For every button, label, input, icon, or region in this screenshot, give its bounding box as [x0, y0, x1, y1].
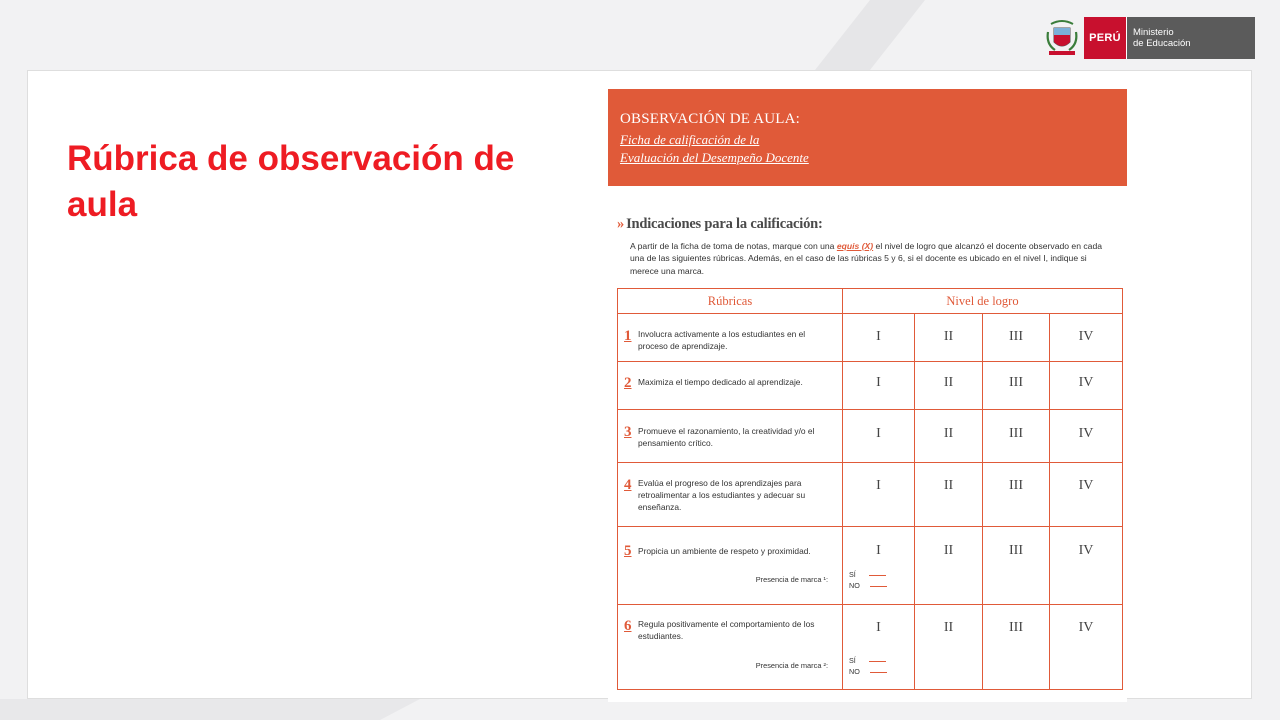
document-header-subtitle — [620, 131, 809, 167]
level-cell[interactable] — [1050, 605, 1123, 690]
indications-text-after: el nivel de logro que alcanzó el docente observado en cada una de las siguientes rúbricas. Además, en el caso de las rúbricas 5 y 6, si el docente es ubicado en el nivel I, indique si merece una marca. — [630, 241, 1103, 276]
presence-mark-label: Presencia de marca ²: — [755, 661, 828, 670]
rubric-text: Involucra activamente a los estudiantes en el proceso de aprendizaje. — [638, 329, 806, 351]
level-cell[interactable] — [1050, 463, 1123, 527]
level-label: I — [876, 620, 881, 635]
level-label: IV — [1078, 543, 1094, 558]
level-cell[interactable] — [843, 362, 915, 410]
table-row — [618, 605, 1123, 690]
level-cell[interactable] — [983, 314, 1050, 362]
rubric-text: Maximiza el tiempo dedicado al aprendizaje. — [638, 377, 803, 387]
peru-logo-box — [1084, 17, 1126, 59]
level-label: IV — [1078, 478, 1094, 493]
level-label: II — [943, 620, 954, 635]
level-label: IV — [1078, 329, 1094, 344]
level-label: III — [1009, 426, 1023, 441]
table-row — [618, 463, 1123, 527]
presence-mark-label: Presencia de marca ¹: — [755, 575, 828, 584]
peru-logo-text: PERÚ — [1089, 32, 1121, 44]
indications-marker: » — [617, 216, 625, 232]
table-row — [618, 314, 1123, 362]
indications-paragraph — [630, 240, 1115, 277]
rubric-number: 3 — [624, 424, 632, 440]
table-row — [618, 410, 1123, 463]
ministry-name-box — [1126, 17, 1255, 59]
level-label: I — [876, 426, 881, 441]
si-option[interactable] — [849, 569, 887, 580]
level-cell[interactable] — [1050, 410, 1123, 463]
level-cell[interactable] — [983, 463, 1050, 527]
ministry-name-line1: Ministerio — [1133, 27, 1174, 38]
level-label: III — [1009, 543, 1023, 558]
level-label: II — [943, 375, 954, 390]
no-blank-line — [870, 586, 887, 587]
si-no-options — [849, 569, 887, 591]
level-cell[interactable] — [1050, 527, 1123, 605]
ministry-name-line2: de Educación — [1133, 38, 1191, 49]
rubric-number: 1 — [624, 328, 632, 344]
table-row — [618, 362, 1123, 410]
level-cell[interactable] — [843, 314, 915, 362]
level-label: II — [943, 426, 954, 441]
level-cell[interactable] — [983, 410, 1050, 463]
rubric-number: 2 — [624, 375, 632, 391]
no-option[interactable] — [849, 580, 887, 591]
level-label: IV — [1078, 375, 1094, 390]
document-subtitle-line2: Evaluación del Desempeño Docente — [620, 150, 809, 165]
level-label: II — [943, 478, 954, 493]
si-blank-line — [869, 661, 886, 662]
rubric-cell — [618, 362, 843, 410]
level-cell[interactable] — [1050, 362, 1123, 410]
indications-highlight: equis (X) — [836, 241, 874, 251]
level-label: III — [1009, 375, 1023, 390]
header-rubricas: Rúbricas — [618, 289, 843, 314]
level-cell[interactable] — [843, 463, 915, 527]
rubric-text: Propicia un ambiente de respeto y proximidad. — [638, 546, 811, 556]
level-cell[interactable] — [983, 605, 1050, 690]
level-label: I — [876, 329, 881, 344]
header-nivel-logro: Nivel de logro — [843, 289, 1123, 314]
level-cell[interactable] — [915, 605, 983, 690]
level-label: IV — [1078, 620, 1094, 635]
si-no-options — [849, 655, 887, 677]
rubric-cell — [618, 605, 843, 690]
level-label: III — [1009, 329, 1023, 344]
level-cell[interactable] — [843, 527, 915, 605]
rubric-number: 5 — [624, 543, 632, 559]
level-label: I — [876, 543, 881, 558]
level-label: II — [943, 543, 954, 558]
no-blank-line — [870, 672, 887, 673]
rubric-table — [617, 288, 1123, 690]
level-label: I — [876, 375, 881, 390]
rubric-text: Regula positivamente el comportamiento de los estudiantes. — [638, 619, 815, 641]
rubric-number: 6 — [624, 618, 632, 634]
no-label: NO — [849, 581, 860, 590]
ministry-logo — [1044, 17, 1255, 59]
rubric-text: Evalúa el progreso de los aprendizajes para retroalimentar a los estudiantes y adecuar su enseñanza. — [638, 478, 806, 512]
indications-text-before: A partir de la ficha de toma de notas, marque con una — [630, 241, 837, 251]
indications-title: Indicaciones para la calificación: — [626, 216, 823, 232]
no-option[interactable] — [849, 666, 887, 677]
top-bar — [0, 0, 1280, 70]
rubric-cell — [618, 463, 843, 527]
level-cell[interactable] — [915, 314, 983, 362]
level-cell[interactable] — [983, 527, 1050, 605]
rubric-number: 4 — [624, 477, 632, 493]
level-label: IV — [1078, 426, 1094, 441]
level-cell[interactable] — [915, 362, 983, 410]
rubric-text: Promueve el razonamiento, la creatividad y/o el pensamiento crítico. — [638, 426, 815, 448]
level-label: I — [876, 478, 881, 493]
level-cell[interactable] — [915, 463, 983, 527]
table-row — [618, 527, 1123, 605]
rubric-cell — [618, 314, 843, 362]
level-cell[interactable] — [915, 410, 983, 463]
level-cell[interactable] — [915, 527, 983, 605]
si-label: SÍ — [849, 656, 856, 665]
rubric-cell — [618, 527, 843, 605]
level-cell[interactable] — [843, 410, 915, 463]
slide-title: Rúbrica de observación de aula — [67, 139, 515, 224]
level-cell[interactable] — [1050, 314, 1123, 362]
indications-heading — [617, 216, 823, 233]
level-label: III — [1009, 478, 1023, 493]
document-header-title: OBSERVACIÓN DE AULA: — [620, 111, 801, 127]
si-option[interactable] — [849, 655, 887, 666]
si-blank-line — [869, 575, 886, 576]
coat-of-arms-icon — [1044, 17, 1080, 59]
rubric-document-image — [608, 89, 1127, 702]
level-label: III — [1009, 620, 1023, 635]
rubric-cell — [618, 410, 843, 463]
level-label: II — [943, 329, 954, 344]
no-label: NO — [849, 667, 860, 676]
table-header-row — [618, 289, 1123, 314]
si-label: SÍ — [849, 570, 856, 579]
document-header — [608, 89, 1127, 186]
document-subtitle-line1: Ficha de calificación de la — [620, 132, 760, 147]
level-cell[interactable] — [843, 605, 915, 690]
level-cell[interactable] — [983, 362, 1050, 410]
